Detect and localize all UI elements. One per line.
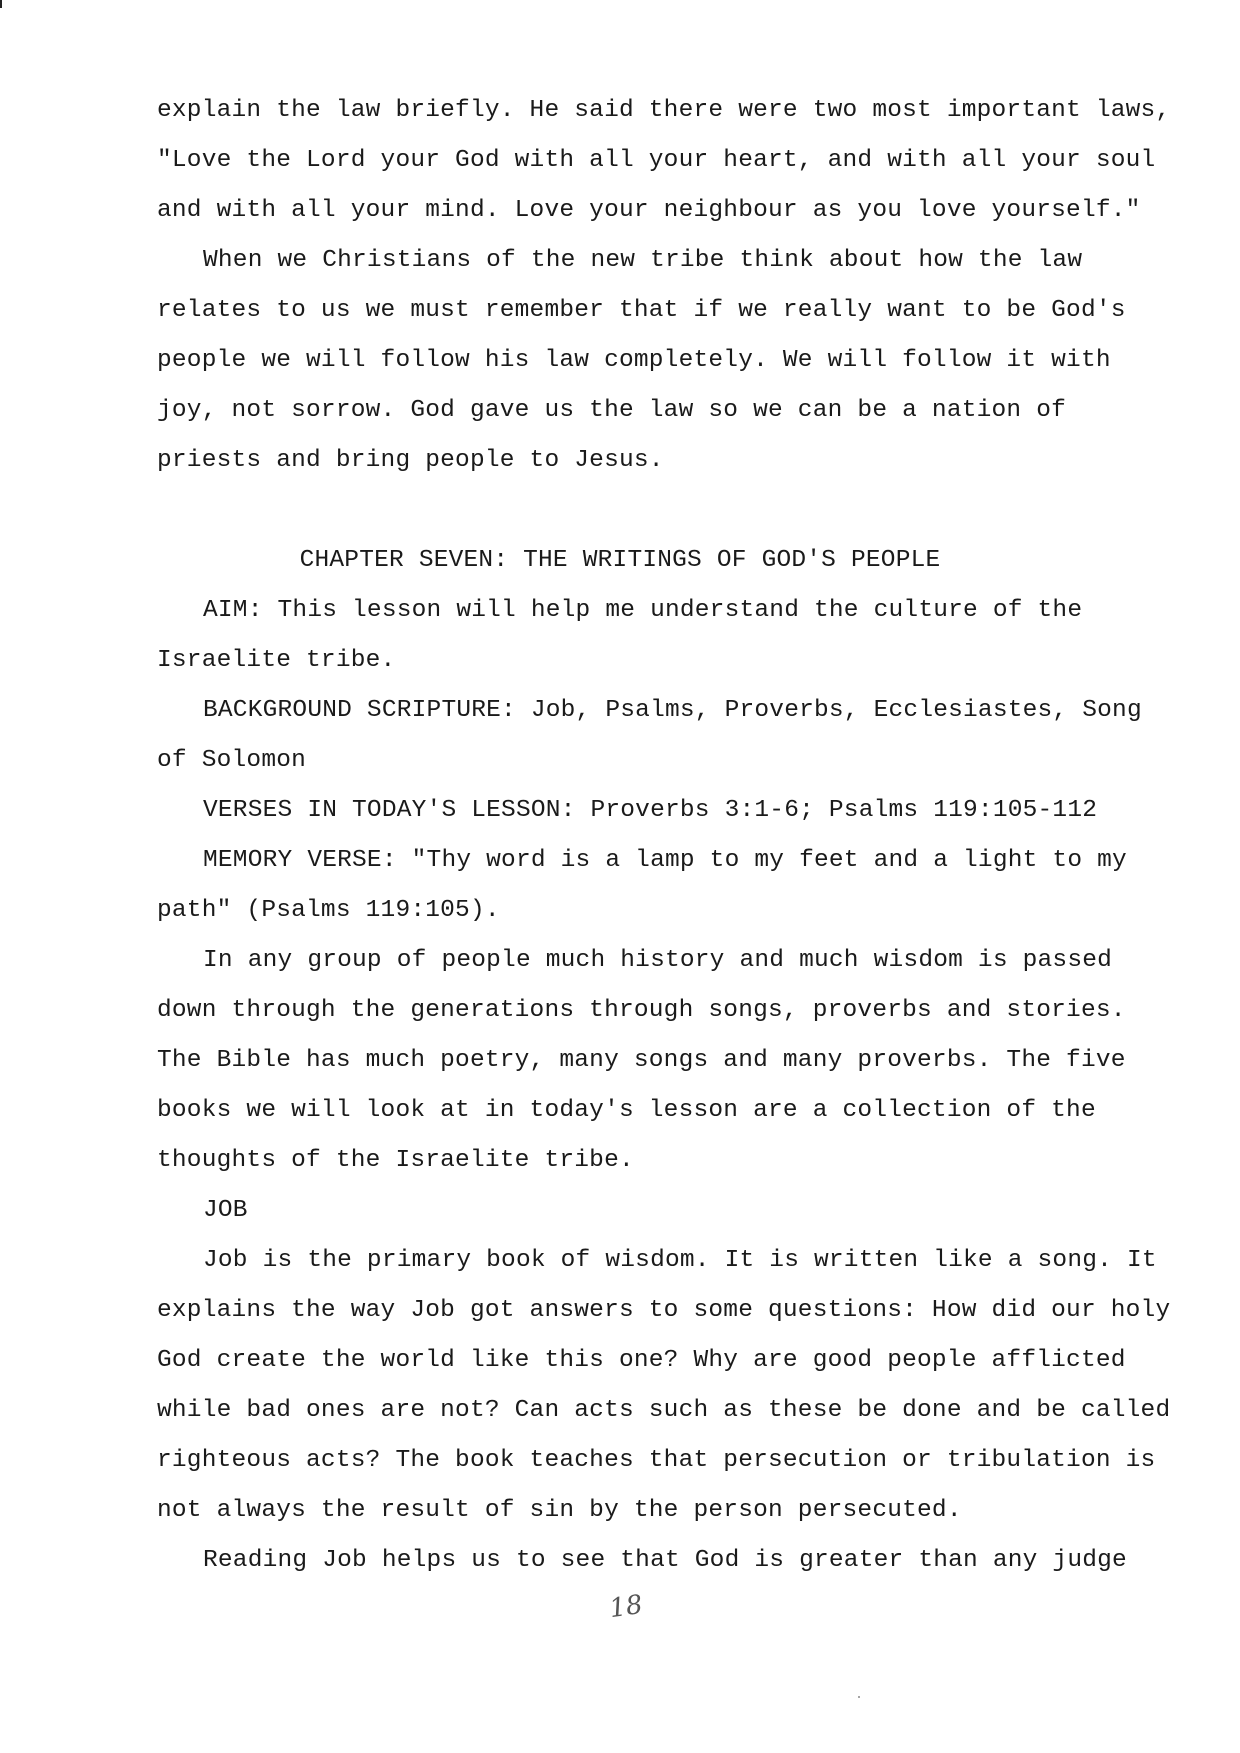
text-line: down through the generations through songs, proverbs and stories.: [157, 997, 1126, 1024]
page-number: 18: [607, 1589, 645, 1625]
text-line: Job is the primary book of wisdom. It is written like a song. It: [203, 1247, 1157, 1274]
aim-line: AIM: This lesson will help me understand the culture of the: [203, 597, 1083, 624]
text-line: righteous acts? The book teaches that persecution or tribulation is: [157, 1447, 1156, 1474]
text-line: When we Christians of the new tribe think about how the law: [203, 247, 1083, 274]
text-line: while bad ones are not? Can acts such as these be done and be called: [157, 1397, 1171, 1424]
text-line: Reading Job helps us to see that God is greater than any judge: [203, 1547, 1127, 1574]
text-line: "Love the Lord your God with all your heart, and with all your soul: [157, 147, 1156, 174]
verses-line: VERSES IN TODAY'S LESSON: Proverbs 3:1-6; Psalms 119:105-112: [203, 797, 1098, 824]
memory-verse-line: MEMORY VERSE: "Thy word is a lamp to my feet and a light to my: [203, 847, 1127, 874]
text-line: not always the result of sin by the person persecuted.: [157, 1497, 962, 1524]
text-line: The Bible has much poetry, many songs and many proverbs. The five: [157, 1047, 1126, 1074]
text-line: relates to us we must remember that if we really want to be God's: [157, 297, 1126, 324]
scan-speck: [858, 1696, 860, 1698]
text-line: and with all your mind. Love your neighbour as you love yourself.": [157, 197, 1141, 224]
text-line: explains the way Job got answers to some questions: How did our holy: [157, 1297, 1171, 1324]
text-line: joy, not sorrow. God gave us the law so we can be a nation of: [157, 397, 1067, 424]
text-line: path" (Psalms 119:105).: [157, 897, 500, 924]
text-line: people we will follow his law completely. We will follow it with: [157, 347, 1111, 374]
section-heading-job: JOB: [203, 1197, 248, 1224]
chapter-heading: CHAPTER SEVEN: THE WRITINGS OF GOD'S PEOPLE: [299, 547, 941, 574]
background-scripture-line: BACKGROUND SCRIPTURE: Job, Psalms, Proverbs, Ecclesiastes, Song: [203, 697, 1142, 724]
text-line: books we will look at in today's lesson are a collection of the: [157, 1097, 1096, 1124]
text-line: of Solomon: [157, 747, 307, 774]
text-line: priests and bring people to Jesus.: [157, 447, 664, 474]
text-line: Israelite tribe.: [157, 647, 396, 674]
scan-corner-mark: [0, 0, 2, 8]
text-line: explain the law briefly. He said there were two most important laws,: [157, 97, 1171, 124]
text-line: In any group of people much history and much wisdom is passed: [203, 947, 1113, 974]
text-line: God create the world like this one? Why are good people afflicted: [157, 1347, 1126, 1374]
text-line: thoughts of the Israelite tribe.: [157, 1147, 634, 1174]
